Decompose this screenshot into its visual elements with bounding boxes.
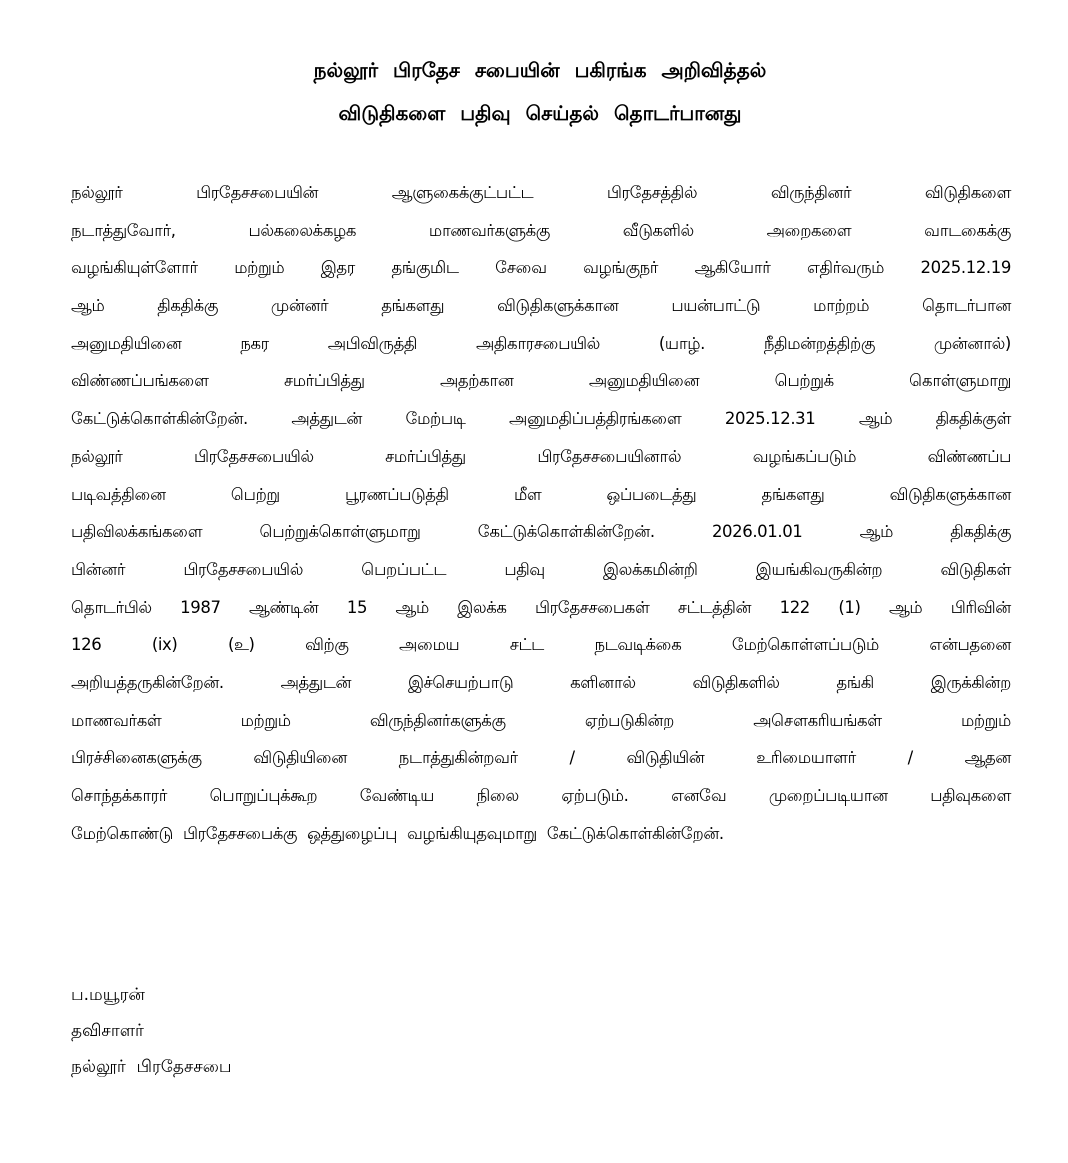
word: மேற்கொள்ளப்படும் bbox=[731, 635, 879, 655]
body-line bbox=[71, 480, 1011, 518]
word: நல்லூர் bbox=[71, 446, 123, 466]
signatory-designation: தவிசாளர் bbox=[71, 1021, 144, 1041]
word: அனுமதிப்பத்திரங்களை bbox=[509, 409, 682, 429]
word: வழங்கப்படும் bbox=[752, 446, 857, 466]
word: பதிவு bbox=[504, 559, 545, 579]
word: விடுதிகளுக்கான bbox=[889, 484, 1011, 504]
word: (ix) bbox=[151, 635, 178, 655]
signatory-name: ப.மயூரன் bbox=[71, 985, 145, 1005]
word: நீதிமன்றத்திற்கு bbox=[763, 333, 875, 353]
word: முன்னால்) bbox=[933, 333, 1011, 353]
word: விடுதியின் bbox=[626, 748, 705, 768]
word: 1987 bbox=[180, 597, 221, 617]
body-line bbox=[71, 819, 1011, 857]
word: பெற்றுக்கொள்ளுமாறு bbox=[259, 522, 421, 542]
word: கொள்ளுமாறு bbox=[909, 371, 1011, 391]
word: பிரதேசத்தில் bbox=[606, 183, 698, 202]
word: பிரதேசசபையினால் bbox=[537, 446, 682, 466]
word: மீள bbox=[513, 484, 542, 504]
word: ஒப்படைத்து bbox=[606, 484, 697, 504]
word: நடாத்துகின்றவர் bbox=[398, 748, 518, 768]
notice-subtitle: விடுதிகளை பதிவு செய்தல் தொடர்பானது bbox=[338, 101, 742, 125]
word: நடவடிக்கை bbox=[594, 635, 682, 655]
word: விருந்தினர் bbox=[770, 183, 852, 202]
word: படிவத்தினை bbox=[71, 484, 166, 504]
word: திகதிக்கு bbox=[157, 296, 218, 316]
body-line bbox=[71, 781, 1011, 819]
word: அறைகளை bbox=[766, 220, 852, 240]
word: பிரச்சினைகளுக்கு bbox=[71, 748, 202, 768]
body-line bbox=[71, 555, 1011, 593]
word: விடுதியினை bbox=[253, 748, 347, 768]
word: விருந்தினர்களுக்கு bbox=[369, 710, 506, 730]
body-line bbox=[71, 630, 1011, 668]
word: சட்டத்தின் bbox=[677, 597, 752, 617]
word: இச்செயற்பாடு bbox=[407, 672, 514, 692]
word: மற்றும் bbox=[234, 258, 285, 278]
word: அதிகாரசபையில் bbox=[475, 333, 600, 353]
word: மேற்படி bbox=[405, 409, 466, 429]
word: ஆம் bbox=[71, 296, 105, 316]
word: நிலை bbox=[476, 786, 519, 805]
word: 122 bbox=[779, 597, 810, 617]
body-line bbox=[71, 216, 1011, 254]
word: இலக்கமின்றி bbox=[603, 559, 698, 579]
word: பயன்பாட்டு bbox=[671, 296, 761, 316]
word: சமர்ப்பித்து bbox=[284, 371, 365, 391]
word: (உ) bbox=[227, 635, 255, 655]
word: சமர்ப்பித்து bbox=[385, 446, 466, 466]
word: அனுமதியினை bbox=[71, 333, 182, 353]
word: வேண்டிய bbox=[359, 786, 434, 805]
word: ஆம் bbox=[395, 597, 429, 617]
word: முறைப்படியான bbox=[768, 786, 888, 805]
word: ஏற்படும். bbox=[561, 786, 629, 805]
word: பின்னர் bbox=[71, 559, 126, 579]
word: திகதிக்கு bbox=[950, 522, 1011, 542]
word: / bbox=[569, 748, 575, 768]
body-line bbox=[71, 593, 1011, 631]
body-line bbox=[71, 668, 1011, 706]
word: பிரதேசசபையில் bbox=[183, 559, 303, 579]
word: அனுமதியினை bbox=[588, 371, 700, 391]
word: அமைய bbox=[399, 635, 460, 655]
word: 15 bbox=[346, 597, 368, 617]
word: அத்துடன் bbox=[291, 409, 362, 429]
word: வாடகைக்கு bbox=[924, 220, 1011, 240]
word: ஆகியோர் bbox=[694, 258, 771, 278]
word: ஒத்துழைப்பு bbox=[307, 823, 398, 843]
word: இலக்க bbox=[457, 597, 507, 617]
word: தங்களது bbox=[381, 296, 445, 316]
word: களினால் bbox=[570, 672, 636, 692]
word: பிரதேசசபையின் bbox=[196, 183, 319, 202]
word: ஆம் bbox=[888, 597, 923, 617]
word: விற்கு bbox=[305, 635, 349, 655]
word: (யாழ். bbox=[658, 333, 706, 353]
word: என்பதனை bbox=[929, 635, 1011, 655]
signature-block bbox=[71, 980, 232, 1088]
word: பொறுப்புக்கூற bbox=[209, 786, 318, 805]
word: கேட்டுக்கொள்கின்றேன். bbox=[71, 409, 248, 429]
word: ஆளுகைக்குட்பட்ட bbox=[391, 183, 534, 202]
word: வழங்குநர் bbox=[583, 258, 659, 278]
body-line bbox=[71, 743, 1011, 781]
word: பெறப்பட்ட bbox=[361, 559, 447, 579]
word: விடுதிகளில் bbox=[692, 672, 780, 692]
word: மாற்றம் bbox=[813, 296, 870, 316]
word: மாணவர்கள் bbox=[71, 710, 162, 730]
word: தங்குமிட bbox=[391, 258, 459, 278]
word: தங்களது bbox=[761, 484, 825, 504]
word: இதர bbox=[320, 258, 355, 278]
word: அபிவிருத்தி bbox=[327, 333, 418, 353]
word: மாணவர்களுக்கு bbox=[428, 220, 550, 240]
word: எனவே bbox=[671, 786, 727, 805]
word: அறியத்தருகின்றேன். bbox=[71, 672, 224, 692]
word: / bbox=[907, 748, 913, 768]
word: 2026.01.01 bbox=[711, 522, 803, 542]
body-line bbox=[71, 253, 1011, 291]
word: வீடுகளில் bbox=[622, 220, 694, 240]
word: நகர bbox=[240, 333, 269, 353]
word: பல்கலைக்கழக bbox=[248, 220, 357, 240]
word: விடுதிகளை bbox=[924, 183, 1011, 202]
word: நல்லூர் bbox=[71, 183, 123, 202]
word: முன்னர் bbox=[270, 296, 329, 316]
word: 2025.12.19 bbox=[920, 258, 1011, 278]
word: தொடர்பில் bbox=[71, 597, 152, 617]
word: ஆண்டின் bbox=[249, 597, 319, 617]
word: 2025.12.31 bbox=[724, 409, 816, 429]
word: அத்துடன் bbox=[280, 672, 352, 692]
word: பிரிவின் bbox=[950, 597, 1011, 617]
word: விண்ணப்ப bbox=[927, 446, 1011, 466]
word: அசௌகரியங்கள் bbox=[753, 710, 882, 730]
body-line bbox=[71, 329, 1011, 367]
word: அதற்கான bbox=[439, 371, 514, 391]
word: உரிமையாளர் bbox=[756, 748, 856, 768]
word: விண்ணப்பங்களை bbox=[71, 371, 209, 391]
word: வழங்கியுள்ளோர் bbox=[71, 258, 198, 278]
body-line bbox=[71, 291, 1011, 329]
word: சட்ட bbox=[509, 635, 544, 655]
word: இருக்கின்ற bbox=[930, 672, 1011, 692]
word: பெற்றுக் bbox=[774, 371, 834, 391]
word: மற்றும் bbox=[960, 710, 1011, 730]
body-line bbox=[71, 706, 1011, 744]
word: திகதிக்குள் bbox=[935, 409, 1011, 429]
body-line bbox=[71, 517, 1011, 555]
word: மற்றும் bbox=[240, 710, 291, 730]
word: (1) bbox=[838, 597, 861, 617]
body-line bbox=[71, 178, 1011, 216]
word: கேட்டுக்கொள்கின்றேன். bbox=[477, 522, 655, 542]
word: ஏற்படுகின்ற bbox=[584, 710, 674, 730]
word: பிரதேசசபைக்கு bbox=[182, 823, 298, 843]
word: ஆதன bbox=[964, 748, 1011, 768]
word: 126 bbox=[71, 635, 102, 655]
word: ஆம் bbox=[859, 522, 894, 542]
word: சொந்தக்காரர் bbox=[71, 786, 168, 805]
word: தங்கி bbox=[836, 672, 874, 692]
word: பூரணப்படுத்தி bbox=[344, 484, 449, 504]
signatory-organization: நல்லூர் பிரதேசசபை bbox=[71, 1057, 232, 1077]
body-line bbox=[71, 404, 1011, 442]
word: விடுதிகளுக்கான bbox=[497, 296, 619, 316]
word: பிரதேசசபைகள் bbox=[534, 597, 650, 617]
body-line bbox=[71, 366, 1011, 404]
word: நடாத்துவோர், bbox=[71, 220, 176, 240]
word: மேற்கொண்டு bbox=[71, 823, 173, 843]
word: பதிவுகளை bbox=[930, 786, 1011, 805]
notice-title: நல்லூர் பிரதேச சபையின் பகிரங்க அறிவித்தல் bbox=[313, 58, 767, 82]
word: வழங்கியுதவுமாறு bbox=[407, 823, 537, 843]
word: பதிவிலக்கங்களை bbox=[71, 522, 203, 542]
word: எதிர்வரும் bbox=[806, 258, 884, 278]
word: தொடர்பான bbox=[922, 296, 1011, 316]
notice-body bbox=[71, 178, 1011, 856]
word: சேவை bbox=[495, 258, 547, 278]
word: ஆம் bbox=[858, 409, 893, 429]
word: விடுதிகள் bbox=[940, 559, 1011, 579]
body-line bbox=[71, 442, 1011, 480]
word: பெற்று bbox=[230, 484, 280, 504]
word: பிரதேசசபையில் bbox=[194, 446, 314, 466]
word: இயங்கிவருகின்ற bbox=[755, 559, 883, 579]
word: கேட்டுக்கொள்கின்றேன். bbox=[546, 823, 724, 843]
